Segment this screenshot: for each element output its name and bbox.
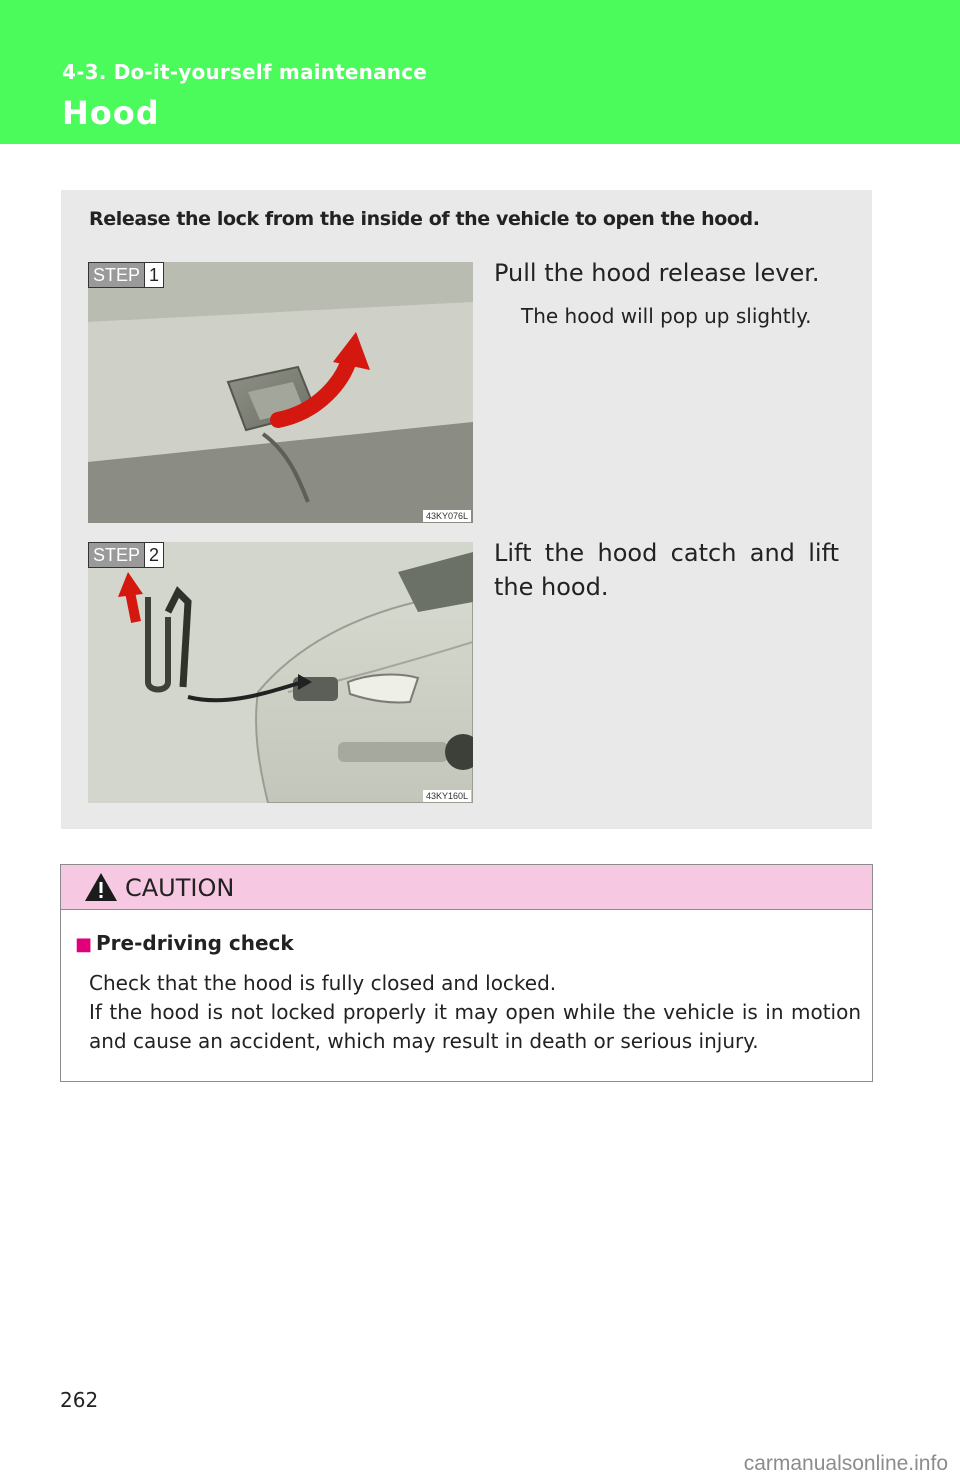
caution-title: CAUTION xyxy=(125,874,235,902)
hood-catch-illustration xyxy=(88,542,473,803)
step-2-badge xyxy=(88,542,164,568)
step-number: 2 xyxy=(144,543,163,567)
hood-release-lever-illustration xyxy=(88,262,473,523)
step-word: STEP xyxy=(89,543,144,567)
square-bullet-icon: ■ xyxy=(75,934,93,955)
step-2-text: Lift the hood catch and lift the hood. xyxy=(494,539,839,601)
step-1-text: Pull the hood release lever. xyxy=(494,259,820,287)
caution-body xyxy=(89,969,861,1056)
caution-box xyxy=(60,864,873,1082)
page-title: Hood xyxy=(62,94,160,132)
figure-code: 43KY076L xyxy=(423,510,471,522)
section-label: 4-3. Do-it-yourself maintenance xyxy=(62,60,428,84)
step-1-figure xyxy=(88,262,473,523)
step-1-note: The hood will pop up slightly. xyxy=(521,304,812,328)
figure-code: 43KY160L xyxy=(423,790,471,802)
caution-header xyxy=(61,865,872,910)
chapter-header xyxy=(0,0,960,144)
instruction-box xyxy=(61,190,872,829)
caution-item-heading xyxy=(75,931,294,955)
step-word: STEP xyxy=(89,263,144,287)
caution-line: Check that the hood is fully closed and locked. xyxy=(89,971,557,995)
page-number: 262 xyxy=(60,1388,99,1412)
caution-line: If the hood is not locked properly it may open while the vehicle is in motion and cause an accident, which may result in death or serious injury. xyxy=(89,1000,861,1053)
warning-triangle-icon xyxy=(83,871,119,903)
step-number: 1 xyxy=(144,263,163,287)
step-2-figure xyxy=(88,542,473,803)
watermark: carmanualsonline.info xyxy=(743,1452,948,1475)
caution-item-title: Pre-driving check xyxy=(96,931,294,955)
intro-text: Release the lock from the inside of the vehicle to open the hood. xyxy=(89,208,760,230)
step-1-badge xyxy=(88,262,164,288)
